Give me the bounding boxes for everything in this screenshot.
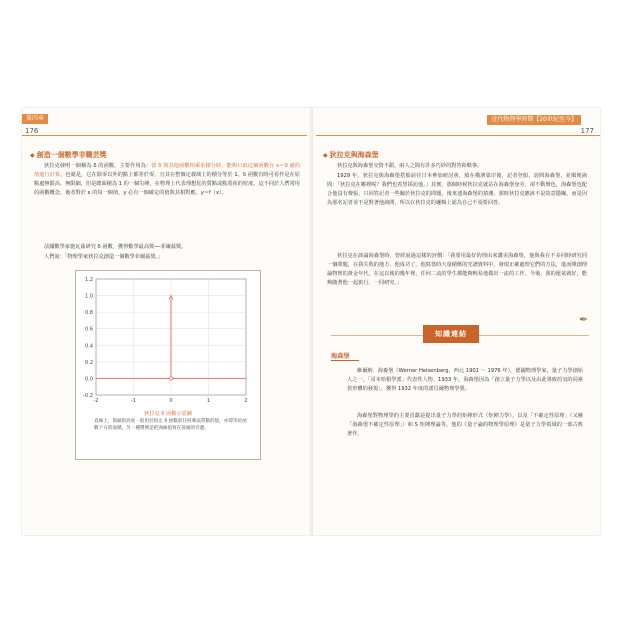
- knowledge-paragraph: 維爾納．海森堡（Werner Heisenberg，西元 1901 ～ 1976 年），德國物理學家，量子力學創始人之一，「哥本哈根學派」代表性人物。1933 年，海森堡因為「創立量子力學以及由此導致的氫的同素異形體的發現」，獲得 1932 年度的諾貝爾物理學獎。: [347, 368, 583, 392]
- x-tick-label: -1: [131, 398, 136, 404]
- book-spread: [22, 108, 600, 535]
- right-page: [313, 108, 600, 535]
- section-title: [30, 150, 107, 160]
- knowledge-box: [331, 313, 589, 473]
- y-tick-label: 0.8: [85, 310, 93, 317]
- diamond-icon: ◆: [323, 152, 328, 159]
- subtitle-rule: [331, 360, 359, 361]
- feather-icon: ✒: [579, 313, 589, 326]
- figure-title: 狄拉克 δ 函數示意圖: [144, 411, 192, 417]
- highlight-text: 當 δ 與其他函數相乘求積分時，能夠只取這個函數在 x＝0 處的值進行計算: [34, 163, 300, 178]
- x-tick-label: 1: [206, 398, 211, 404]
- figure-caption: 直線上，箭頭的高度一般用於指定 δ 函數前任何乘法常數的值，亦即等於函數下方的面積。另一種慣例是把曲線值寫在箭頭的旁邊。: [94, 419, 247, 431]
- body-paragraph: 狄拉克與海森堡交情不錯，兩人之間有許多巧妙的對答和軼事。: [337, 163, 483, 169]
- body-paragraph: 法國數學家施瓦茲研究 δ 函數，獲得數學最高獎──菲爾茲獎。: [44, 244, 187, 250]
- knowledge-badge: 知識連結: [423, 325, 479, 343]
- x-tick-label: -2: [93, 398, 99, 404]
- diamond-icon: ◆: [30, 152, 35, 159]
- chapter-tab: 近代物理學時期【20世紀至今】: [486, 114, 582, 126]
- y-tick-label: 0.6: [85, 326, 93, 333]
- y-tick-label: -0.2: [83, 393, 93, 399]
- left-page: [22, 108, 310, 535]
- delta-chart: [76, 271, 260, 411]
- page-number: 177: [580, 127, 594, 135]
- y-tick-label: 0.4: [85, 343, 93, 350]
- x-tick-label: 0: [169, 398, 173, 404]
- section-title-text: 創造一個數學非職芸獎: [36, 151, 107, 159]
- origin-point: [169, 377, 172, 380]
- paragraph-text: 狄拉克發明一個稱為 δ 的函數，主要作用為：: [44, 163, 152, 169]
- y-tick-label: 0.0: [85, 376, 93, 383]
- page-number: 176: [25, 127, 39, 135]
- knowledge-subtitle: 海森堡: [331, 353, 350, 360]
- y-tick-label: 1.2: [85, 277, 93, 283]
- section-title: [323, 150, 379, 160]
- x-tick-label: 2: [244, 398, 248, 404]
- chapter-tab: 第四章: [22, 114, 48, 124]
- y-tick-label: 1.0: [85, 293, 93, 300]
- body-paragraph: 1929 年，狄拉克與海森堡搭船前往日本參加研討會，船在橫濱靠岸後，記者登船，訪問海森堡，並順便詢問：「狄拉克在哪裡呢？我們也希望採訪他。」其實，那個時候狄拉克就站在海森堡身旁，卻不動聲色，海森堡也配合他沒有聲張，只回答記者一些關於狄拉克的問題，後來連海森堡的猜測，那時狄拉克應該不是故意隱瞞，而是因為那名記者並不是對著他詢問，所以在狄拉克的邏輯上認為自己不須要回答。: [327, 173, 587, 206]
- delta-function-figure: [75, 270, 261, 460]
- knowledge-paragraph: 海森堡對物理學的主要貢獻是提出量子力學的矩陣形式（矩陣力學），以及「不確定性原理」（又稱「海森堡不確定性原理」）和 S 矩陣理論等。他的《量子論的物理學原理》是量子力學領域的一部古典著作。: [347, 413, 583, 437]
- quote-text: 人們說：「物理學家狄拉克創造一個數學菲爾茲獎。」: [44, 254, 164, 260]
- header-rule: [316, 135, 600, 136]
- y-tick-label: 0.2: [85, 359, 93, 366]
- body-paragraph: [34, 162, 300, 198]
- body-paragraph: 狄拉克在談論海森堡時，曾經說過這樣的評價：「我要用最好的理由來讚美海森堡，他與我在不多同時研究同一個問題，在我失敗的地方，他成功了。他寫當時大量積壓的光譜資料中，發現正確處理它們的方法，進而開創理論物理的黃金年代，在這以後的幾年裡，任何二流的學生都能夠輕易地做出一流的工作。今後，我的運氣就好，能夠隨著他一起旅行、一同研究。」: [327, 253, 587, 286]
- paragraph-text: ，也就是，它在除零以外的點上都等於零，且其在整個定義域上的積分等於 1。δ 函數有時可看作是在原點處無限高、無限細，但是總面積為 1 的一個尖峰，在物理上代表理想化的質點或點電荷的密度。這不同於人們常用的函數概念，後者對於 x 的每一個值，y 必有一個確定的值與其相對應，y＝f（x）。: [34, 171, 300, 196]
- section-title-text: 狄拉克與海森堡: [329, 151, 379, 159]
- header-rule: [22, 135, 307, 136]
